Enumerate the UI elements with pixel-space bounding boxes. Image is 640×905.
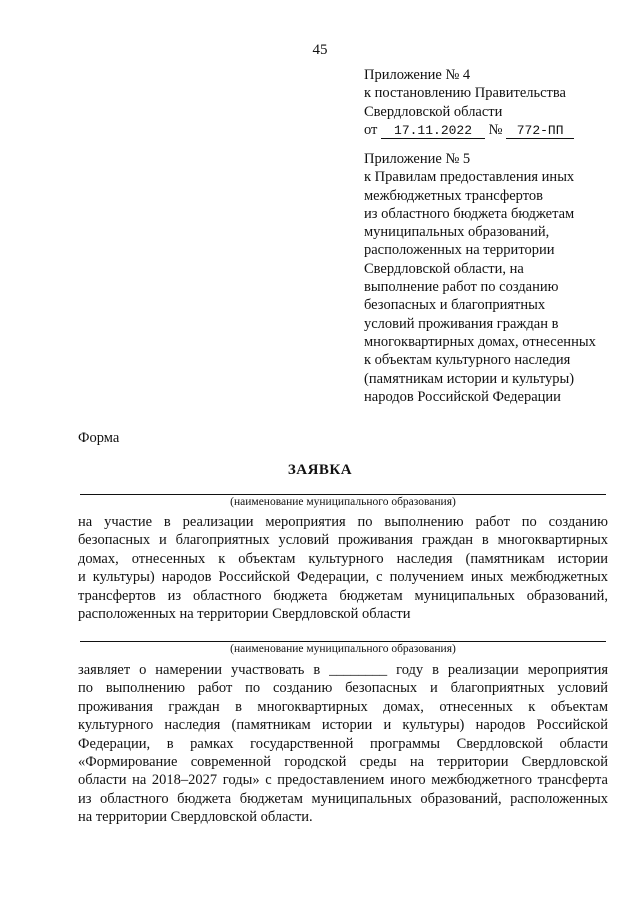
appendix-5-block <box>364 150 614 406</box>
appendix-5-line: межбюджетных трансфертов <box>364 187 543 204</box>
paragraph-line: «Формирование современной городской среды на территории Свердловской <box>78 753 608 770</box>
municipality-name-line-1[interactable] <box>80 494 606 495</box>
appendix-5-line: (памятникам истории и культуры) <box>364 370 575 387</box>
paragraph-line <box>78 661 608 679</box>
appendix-5-line: муниципальных образований, <box>364 224 550 241</box>
intent-prefix: заявляет о намерении участвовать в <box>78 662 321 678</box>
appendix-4-line: к постановлению Правительства <box>364 85 566 102</box>
appendix-4-title: Приложение № 4 <box>364 67 471 83</box>
paragraph-line: из областного бюджета бюджетам муниципальных образований, расположенных <box>78 790 608 807</box>
paragraph-line: и культуры) народов Российской Федерации, с получением иных межбюджетных <box>78 569 608 586</box>
appendix-5-line: выполнение работ по созданию <box>364 279 559 296</box>
intent-suffix: году в реализации мероприятия <box>396 662 609 678</box>
appendix-5-line: народов Российской Федерации <box>364 388 561 405</box>
form-label: Форма <box>78 430 120 446</box>
paragraph-line: проживания граждан в многоквартирных домах, отнесенных к объектам <box>78 698 608 715</box>
municipality-name-caption-2: (наименование муниципального образования) <box>230 643 456 655</box>
appendix-5-line: к объектам культурного наследия <box>364 352 571 369</box>
appendix-4-line: Свердловской области <box>364 103 503 120</box>
paragraph-line: Федерации, в рамках государственной программы Свердловской области <box>78 735 608 752</box>
municipality-name-line-2[interactable] <box>80 641 606 642</box>
municipality-name-caption-1: (наименование муниципального образования) <box>230 496 456 508</box>
paragraph-line: области на 2018–2027 годы» с предоставлением иного межбюджетного трансферта <box>78 772 608 789</box>
paragraph-line: культурного наследия (памятникам истории и культуры) народов Российской <box>78 717 608 734</box>
page-number: 45 <box>312 42 328 58</box>
paragraph-line: на территории Свердловской области. <box>78 809 313 826</box>
paragraph-2 <box>78 661 608 827</box>
appendix-5-line: безопасных и благоприятных <box>364 297 546 314</box>
appendix-5-line: многоквартирных домах, отнесенных <box>364 333 596 350</box>
number-prefix: № <box>488 121 503 138</box>
appendix-4-date-line <box>364 121 614 139</box>
resolution-date: 17.11.2022 <box>381 123 485 139</box>
appendix-5-line: из областного бюджета бюджетам <box>364 205 575 222</box>
paragraph-line: расположенных на территории Свердловской области <box>78 605 411 622</box>
resolution-number: 772-ПП <box>506 123 574 139</box>
paragraph-line: по выполнению работ по созданию безопасных и благоприятных условий <box>78 680 608 697</box>
appendix-5-title: Приложение № 5 <box>364 151 471 167</box>
appendix-4-block <box>364 66 614 139</box>
from-prefix: от <box>364 121 378 138</box>
paragraph-line: на участие в реализации мероприятия по выполнению работ по созданию <box>78 514 608 530</box>
paragraph-line: трансфертов из областного бюджета бюджетам муниципальных образований, <box>78 587 608 604</box>
appendix-5-line: Свердловской области, на <box>364 260 524 277</box>
paragraph-1 <box>78 513 608 623</box>
year-blank[interactable]: ________ <box>329 662 388 678</box>
paragraph-line: домах, отнесенных к объектам культурного наследия (памятникам истории <box>78 550 608 567</box>
appendix-5-line: к Правилам предоставления иных <box>364 169 575 186</box>
appendix-5-line: условий проживания граждан в <box>364 315 559 332</box>
document-title: ЗАЯВКА <box>287 462 353 478</box>
appendix-5-line: расположенных на территории <box>364 242 555 259</box>
paragraph-line: безопасных и благоприятных условий проживания граждан в многоквартирных <box>78 532 608 549</box>
